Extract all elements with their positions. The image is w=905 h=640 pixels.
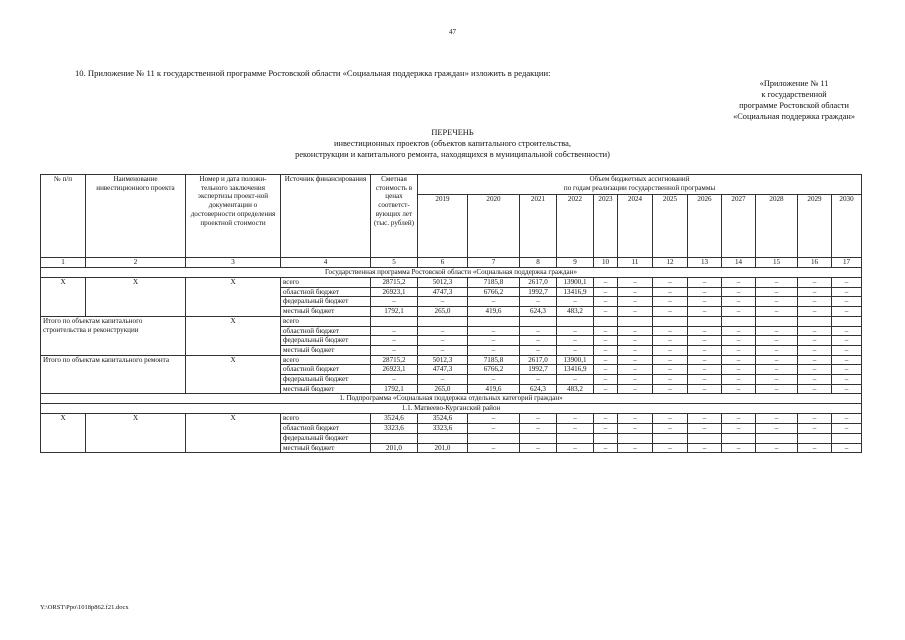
value-cell: 13416,9 [557, 287, 594, 297]
value-cell: 1992,7 [520, 287, 557, 297]
dash-cell: – [418, 345, 468, 355]
header-year: 2024 [618, 195, 653, 258]
dash-cell: – [557, 375, 594, 385]
source-cell: всего [281, 316, 371, 326]
dash-cell: – [520, 297, 557, 307]
dash-cell: – [618, 278, 653, 288]
dash-cell: – [756, 443, 798, 453]
appendix-line: «Социальная поддержка граждан» [733, 112, 855, 121]
source-cell: областной бюджет [281, 365, 371, 375]
dash-cell: – [418, 297, 468, 307]
dash-cell: – [594, 365, 618, 375]
section-row [41, 404, 862, 414]
dash-cell: – [756, 375, 798, 385]
dash-cell: – [653, 384, 688, 394]
dash-cell: – [756, 336, 798, 346]
value-cell: 6766,2 [468, 365, 520, 375]
page-number: 47 [449, 28, 456, 36]
dash-cell: – [520, 443, 557, 453]
dash-cell: – [618, 443, 653, 453]
header-year: 2026 [688, 195, 722, 258]
dash-cell: – [653, 345, 688, 355]
dash-cell: – [557, 336, 594, 346]
header-year: 2030 [832, 195, 862, 258]
dash-cell: – [594, 414, 618, 424]
dash-cell: – [722, 297, 756, 307]
dash-cell: – [756, 307, 798, 317]
dash-cell: – [653, 355, 688, 365]
dash-cell: – [418, 336, 468, 346]
value-cell: 4747,3 [418, 365, 468, 375]
dash-cell: – [798, 443, 832, 453]
dash-cell: – [618, 414, 653, 424]
dash-cell: – [756, 345, 798, 355]
dash-cell: – [832, 414, 862, 424]
dash-cell: – [653, 336, 688, 346]
dash-cell: – [618, 345, 653, 355]
dash-cell: – [688, 307, 722, 317]
header-year: 2023 [594, 195, 618, 258]
value-cell: 1992,7 [520, 365, 557, 375]
source-cell: областной бюджет [281, 287, 371, 297]
column-number: 6 [418, 258, 468, 268]
header-name: Наименование инвестиционного проекта [86, 175, 186, 258]
dash-cell: – [468, 443, 520, 453]
dash-cell: – [798, 307, 832, 317]
source-cell: местный бюджет [281, 307, 371, 317]
dash-cell: – [418, 375, 468, 385]
dash-cell: – [798, 345, 832, 355]
dash-cell: – [594, 375, 618, 385]
district-section-title: 1.1. Матвеево-Курганский район [41, 404, 862, 414]
dash-cell: – [418, 326, 468, 336]
empty-cell [832, 316, 862, 326]
dash-cell: – [594, 307, 618, 317]
source-cell: областной бюджет [281, 326, 371, 336]
dash-cell: – [371, 375, 418, 385]
dash-cell: – [594, 345, 618, 355]
dash-cell: – [832, 345, 862, 355]
empty-cell [418, 433, 468, 443]
table-row [41, 414, 862, 424]
empty-cell [798, 316, 832, 326]
dash-cell: – [722, 307, 756, 317]
dash-cell: – [722, 414, 756, 424]
dash-cell: – [798, 355, 832, 365]
header-budget [418, 175, 862, 195]
dash-cell: – [653, 443, 688, 453]
appendix-reference [733, 78, 855, 122]
dash-cell: – [371, 297, 418, 307]
dash-cell: – [722, 345, 756, 355]
column-number: 12 [653, 258, 688, 268]
source-cell: местный бюджет [281, 443, 371, 453]
dash-cell: – [653, 424, 688, 434]
source-cell: федеральный бюджет [281, 433, 371, 443]
cost-cell: 28715,2 [371, 355, 418, 365]
empty-cell [756, 316, 798, 326]
dash-cell: – [798, 287, 832, 297]
dash-cell: – [653, 297, 688, 307]
dash-cell: – [557, 345, 594, 355]
cost-cell: 1792,1 [371, 307, 418, 317]
row-name-mark: X [86, 414, 186, 453]
dash-cell: – [594, 297, 618, 307]
header-row [41, 175, 862, 195]
column-number: 3 [186, 258, 281, 268]
value-cell: 419,6 [468, 307, 520, 317]
dash-cell: – [468, 424, 520, 434]
value-cell: 2617,0 [520, 355, 557, 365]
cost-cell: 26923,1 [371, 365, 418, 375]
dash-cell: – [618, 384, 653, 394]
dash-cell: – [594, 336, 618, 346]
value-cell: 624,3 [520, 384, 557, 394]
dash-cell: – [520, 424, 557, 434]
dash-cell: – [722, 384, 756, 394]
source-cell: всего [281, 278, 371, 288]
row-expertise-mark: X [186, 316, 281, 355]
empty-cell [557, 433, 594, 443]
appendix-line: программе Ростовской области [739, 101, 849, 110]
header-year: 2025 [653, 195, 688, 258]
table-row [41, 316, 862, 326]
dash-cell: – [832, 443, 862, 453]
dash-cell: – [468, 336, 520, 346]
empty-cell [371, 316, 418, 326]
value-cell: 624,3 [520, 307, 557, 317]
dash-cell: – [594, 326, 618, 336]
dash-cell: – [722, 278, 756, 288]
cost-cell: 3323,6 [371, 424, 418, 434]
empty-cell [520, 433, 557, 443]
total-build-label: Итого по объектам капитального строительства и реконструкции [41, 316, 186, 355]
dash-cell: – [756, 414, 798, 424]
value-cell: 201,0 [418, 443, 468, 453]
dash-cell: – [653, 287, 688, 297]
empty-cell [618, 433, 653, 443]
header-year: 2027 [722, 195, 756, 258]
column-number: 2 [86, 258, 186, 268]
dash-cell: – [688, 414, 722, 424]
empty-cell [688, 433, 722, 443]
empty-cell [653, 316, 688, 326]
empty-cell [798, 433, 832, 443]
dash-cell: – [688, 326, 722, 336]
dash-cell: – [832, 355, 862, 365]
dash-cell: – [688, 278, 722, 288]
empty-cell [418, 316, 468, 326]
value-cell: 265,0 [418, 307, 468, 317]
column-number: 11 [618, 258, 653, 268]
source-cell: федеральный бюджет [281, 375, 371, 385]
source-cell: областной бюджет [281, 424, 371, 434]
empty-cell [594, 433, 618, 443]
dash-cell: – [688, 375, 722, 385]
cost-cell: 201,0 [371, 443, 418, 453]
total-repair-label: Итого по объектам капитального ремонта [41, 355, 186, 394]
value-cell: 483,2 [557, 307, 594, 317]
source-cell: местный бюджет [281, 345, 371, 355]
column-number: 8 [520, 258, 557, 268]
dash-cell: – [618, 375, 653, 385]
row-name-mark: X [86, 278, 186, 317]
dash-cell: – [371, 345, 418, 355]
dash-cell: – [798, 365, 832, 375]
column-number: 9 [557, 258, 594, 268]
dash-cell: – [688, 355, 722, 365]
value-cell: 7185,8 [468, 355, 520, 365]
value-cell: 5012,3 [418, 355, 468, 365]
value-cell: 7185,8 [468, 278, 520, 288]
empty-cell [468, 433, 520, 443]
dash-cell: – [722, 336, 756, 346]
header-cost: Сметная стоимость в ценах соответст-вующих лет (тыс. рублей) [371, 175, 418, 258]
dash-cell: – [557, 414, 594, 424]
appendix-line: «Приложение № 11 [759, 79, 829, 88]
dash-cell: – [618, 307, 653, 317]
dash-cell: – [653, 326, 688, 336]
program-section-title: Государственная программа Ростовской области «Социальная поддержка граждан» [41, 268, 862, 278]
section-row [41, 268, 862, 278]
header-year: 2021 [520, 195, 557, 258]
title-line: реконструкции и капитального ремонта, находящихся в муниципальной собственности) [295, 150, 610, 160]
source-cell: всего [281, 414, 371, 424]
empty-cell [520, 316, 557, 326]
dash-cell: – [688, 297, 722, 307]
empty-cell [832, 433, 862, 443]
header-year: 2022 [557, 195, 594, 258]
value-cell: 5012,3 [418, 278, 468, 288]
column-number: 17 [832, 258, 862, 268]
dash-cell: – [371, 336, 418, 346]
cost-cell: 3524,6 [371, 414, 418, 424]
footer-file-path: Y:\ORST\Ppo\1018p862.f21.docx [40, 604, 129, 611]
appendix-line: к государственной [761, 90, 827, 99]
empty-cell [557, 316, 594, 326]
dash-cell: – [832, 384, 862, 394]
dash-cell: – [557, 326, 594, 336]
dash-cell: – [832, 287, 862, 297]
dash-cell: – [722, 424, 756, 434]
source-cell: местный бюджет [281, 384, 371, 394]
dash-cell: – [756, 326, 798, 336]
dash-cell: – [520, 375, 557, 385]
header-year: 2028 [756, 195, 798, 258]
investment-projects-table [40, 174, 862, 453]
dash-cell: – [798, 414, 832, 424]
dash-cell: – [722, 443, 756, 453]
column-number: 16 [798, 258, 832, 268]
title-line: инвестиционных проектов (объектов капитального строительства, [334, 139, 571, 149]
empty-cell [653, 433, 688, 443]
dash-cell: – [618, 297, 653, 307]
dash-cell: – [722, 326, 756, 336]
dash-cell: – [832, 365, 862, 375]
dash-cell: – [688, 336, 722, 346]
dash-cell: – [653, 375, 688, 385]
dash-cell: – [756, 287, 798, 297]
header-year: 2029 [798, 195, 832, 258]
dash-cell: – [832, 278, 862, 288]
dash-cell: – [594, 424, 618, 434]
dash-cell: – [594, 384, 618, 394]
header-year: 2020 [468, 195, 520, 258]
dash-cell: – [688, 443, 722, 453]
value-cell: 6766,2 [468, 287, 520, 297]
value-cell: 13900,1 [557, 355, 594, 365]
dash-cell: – [688, 365, 722, 375]
dash-cell: – [557, 297, 594, 307]
subprogram-section-title: 1. Подпрограмма «Социальная поддержка отдельных категорий граждан» [41, 394, 862, 404]
empty-cell [722, 433, 756, 443]
dash-cell: – [468, 326, 520, 336]
empty-cell [688, 316, 722, 326]
empty-cell [722, 316, 756, 326]
dash-cell: – [756, 424, 798, 434]
dash-cell: – [594, 287, 618, 297]
value-cell: 3323,6 [418, 424, 468, 434]
column-number: 5 [371, 258, 418, 268]
dash-cell: – [798, 336, 832, 346]
empty-cell [371, 433, 418, 443]
column-number: 7 [468, 258, 520, 268]
value-cell: 3524,6 [418, 414, 468, 424]
dash-cell: – [688, 424, 722, 434]
dash-cell: – [832, 297, 862, 307]
value-cell: 13416,9 [557, 365, 594, 375]
dash-cell: – [653, 307, 688, 317]
source-cell: федеральный бюджет [281, 297, 371, 307]
table-row [41, 278, 862, 288]
dash-cell: – [798, 278, 832, 288]
value-cell: 483,2 [557, 384, 594, 394]
dash-cell: – [653, 278, 688, 288]
dash-cell: – [468, 297, 520, 307]
section-row [41, 394, 862, 404]
dash-cell: – [594, 443, 618, 453]
dash-cell: – [594, 355, 618, 365]
cost-cell: 1792,1 [371, 384, 418, 394]
dash-cell: – [618, 326, 653, 336]
column-number: 10 [594, 258, 618, 268]
value-cell: 13900,1 [557, 278, 594, 288]
dash-cell: – [832, 326, 862, 336]
header-source: Источник финансирования [281, 175, 371, 258]
table-row [41, 355, 862, 365]
dash-cell: – [832, 336, 862, 346]
dash-cell: – [722, 355, 756, 365]
dash-cell: – [618, 424, 653, 434]
row-expertise-mark: X [186, 355, 281, 394]
dash-cell: – [557, 424, 594, 434]
dash-cell: – [756, 355, 798, 365]
dash-cell: – [798, 424, 832, 434]
dash-cell: – [618, 336, 653, 346]
dash-cell: – [798, 384, 832, 394]
dash-cell: – [722, 375, 756, 385]
dash-cell: – [832, 375, 862, 385]
source-cell: федеральный бюджет [281, 336, 371, 346]
row-num-mark: X [41, 278, 86, 317]
dash-cell: – [722, 287, 756, 297]
row-expertise-mark: X [186, 278, 281, 317]
source-cell: всего [281, 355, 371, 365]
dash-cell: – [594, 278, 618, 288]
dash-cell: – [618, 365, 653, 375]
dash-cell: – [653, 414, 688, 424]
column-number: 15 [756, 258, 798, 268]
empty-cell [756, 433, 798, 443]
dash-cell: – [756, 297, 798, 307]
dash-cell: – [653, 365, 688, 375]
dash-cell: – [832, 424, 862, 434]
row-num-mark: X [41, 414, 86, 453]
header-num: № п/п [41, 175, 86, 258]
header-budget-line: Объем бюджетных ассигнований [589, 175, 690, 183]
dash-cell: – [756, 365, 798, 375]
cost-cell: 28715,2 [371, 278, 418, 288]
value-cell: 4747,3 [418, 287, 468, 297]
empty-cell [594, 316, 618, 326]
column-numbers-row [41, 258, 862, 268]
dash-cell: – [756, 384, 798, 394]
dash-cell: – [618, 355, 653, 365]
dash-cell: – [520, 326, 557, 336]
dash-cell: – [468, 414, 520, 424]
value-cell: 419,6 [468, 384, 520, 394]
column-number: 4 [281, 258, 371, 268]
value-cell: 265,0 [418, 384, 468, 394]
title-main: ПЕРЕЧЕНЬ [431, 128, 474, 137]
header-expertise: Номер и дата положи-тельного заключения экспертизы проект-ной документации о достоверности определения проектной стоимости [186, 175, 281, 258]
column-number: 1 [41, 258, 86, 268]
dash-cell: – [688, 345, 722, 355]
header-year: 2019 [418, 195, 468, 258]
row-expertise-mark: X [186, 414, 281, 453]
empty-cell [618, 316, 653, 326]
dash-cell: – [520, 345, 557, 355]
empty-cell [468, 316, 520, 326]
dash-cell: – [798, 297, 832, 307]
dash-cell: – [557, 443, 594, 453]
dash-cell: – [756, 278, 798, 288]
dash-cell: – [468, 375, 520, 385]
column-number: 13 [688, 258, 722, 268]
dash-cell: – [798, 375, 832, 385]
header-budget-line: по годам реализации государственной программы [563, 183, 716, 192]
dash-cell: – [520, 336, 557, 346]
intro-paragraph: 10. Приложение № 11 к государственной программе Ростовской области «Социальная поддержка граждан» изложить в редакции: [75, 68, 551, 78]
column-number: 14 [722, 258, 756, 268]
document-title [0, 127, 905, 161]
cost-cell: 26923,1 [371, 287, 418, 297]
dash-cell: – [798, 326, 832, 336]
dash-cell: – [520, 414, 557, 424]
dash-cell: – [722, 365, 756, 375]
dash-cell: – [832, 307, 862, 317]
dash-cell: – [468, 345, 520, 355]
dash-cell: – [688, 384, 722, 394]
value-cell: 2617,0 [520, 278, 557, 288]
dash-cell: – [688, 287, 722, 297]
dash-cell: – [618, 287, 653, 297]
dash-cell: – [371, 326, 418, 336]
